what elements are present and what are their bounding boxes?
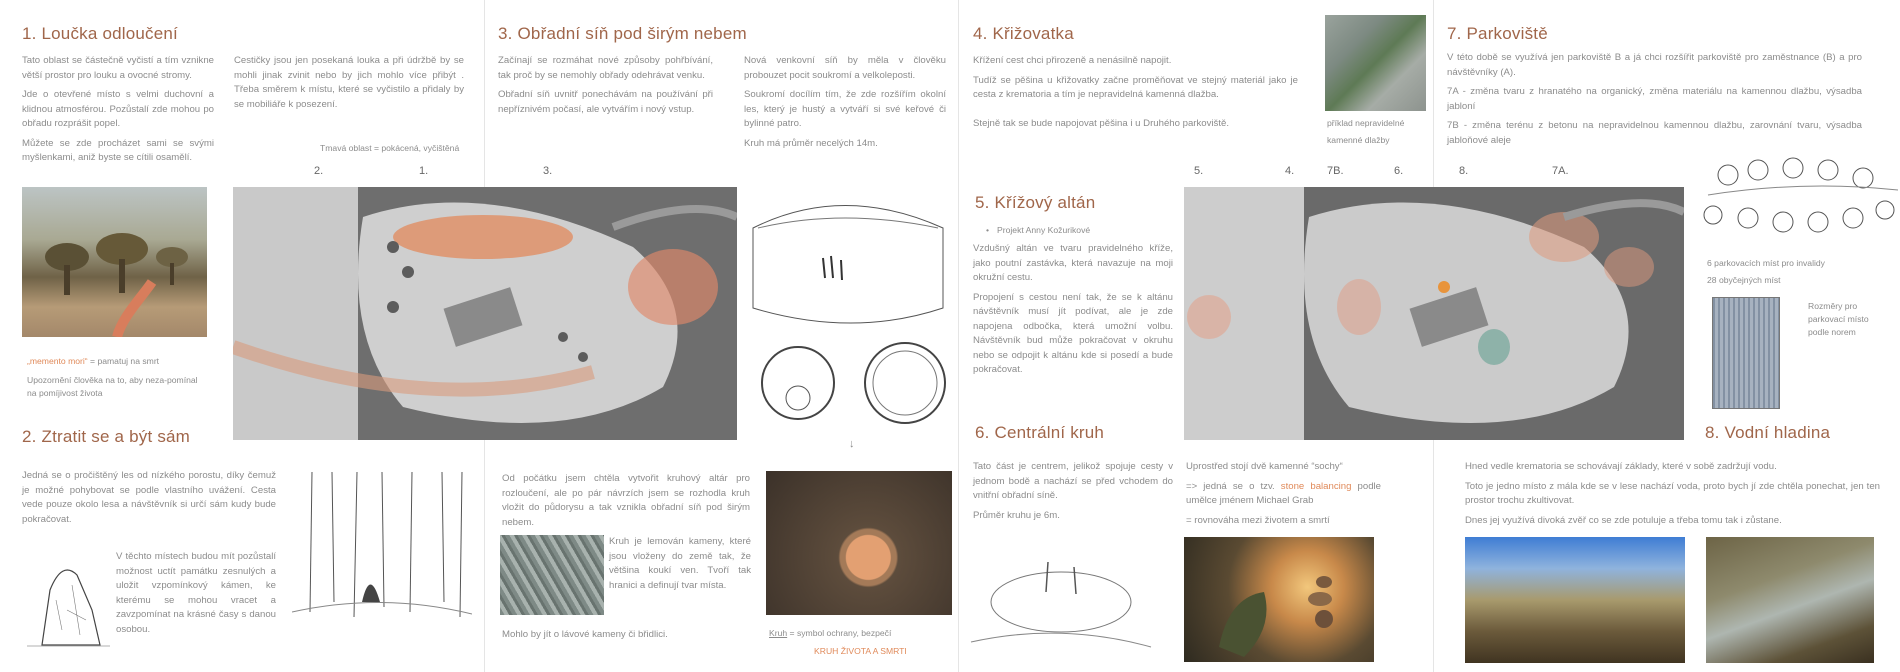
text-suffix: podle umělce jménem Michael Grab	[1186, 480, 1381, 506]
plan-marker-2: 2.	[314, 165, 324, 177]
aerial-site-plan-1	[233, 187, 737, 440]
plan-marker-3: 3.	[543, 165, 553, 177]
parking-disabled-count: 6 parkovacích míst pro invalidy	[1707, 258, 1825, 268]
plan-marker-7b: 7B.	[1327, 165, 1344, 177]
parking-regular-count: 28 obyčejných míst	[1707, 275, 1781, 285]
paragraph: V této době se využívá jen parkoviště B a já chci rozšířit parkoviště pro zaměstnance (B) a pro návštěvníky (A).	[1447, 52, 1862, 78]
section-2-title: 2. Ztratit se a být sám	[22, 427, 191, 446]
section-8-text	[1465, 460, 1880, 533]
kruh-caption: KRUH ŽIVOTA A SMRTI	[814, 646, 907, 656]
section-5-bullet	[986, 224, 1090, 237]
parking-layout-sketch	[1703, 140, 1898, 240]
parking-dimensions-note: Rozměry pro parkovací místo podle norem	[1808, 301, 1869, 337]
section-2-text: Jedná se o pročištěný les od nízkého porostu, díky čemuž je možné pohybovat se podle vlastního uvážení. Cesta vede pouze okolo lesa a návštěvník si určí sám kudy bude pokračovat.	[22, 470, 276, 525]
memento-mori-note: Upozornění člověka na to, aby neza-pomínal na pomíjivost života	[27, 375, 198, 398]
memento-mori-label: „memento mori“	[27, 356, 88, 366]
paragraph: Vzdušný altán ve tvaru pravidelného kříže, jako poutní zastávka, která navazuje na moji okružní cestu.	[973, 243, 1173, 283]
section-8-title: 8. Vodní hladina	[1705, 423, 1831, 442]
kruh-definition	[769, 627, 954, 640]
memento-mori-definition	[27, 355, 202, 368]
paragraph: Můžete se zde procházet sami se svými myšlenkami, aniž byste se cítili osamělí.	[22, 137, 214, 163]
text-prefix: => jedná se o tzv.	[1186, 480, 1281, 492]
section-4-title: 4. Křižovatka	[973, 24, 1074, 43]
paving-caption: příklad nepravidelné kamenné dlažby	[1327, 118, 1405, 145]
section-3-stone-type: Mohlo by jít o lávové kameny či břidlici.	[502, 629, 668, 640]
stones-photo	[500, 535, 604, 615]
bullet-icon: •	[986, 225, 990, 235]
paragraph: Dnes jej využívá divoká zvěř co se zde potuluje a třeba tomu tak i zůstane.	[1465, 514, 1782, 526]
parking-space-dimensions-drawing	[1712, 297, 1780, 409]
stone-balancing-term: stone balancing	[1280, 480, 1352, 492]
section-6-sculpture-text	[1186, 460, 1381, 533]
paragraph: Obřadní síň uvnitř ponechávám na používání při nepříznivém počasí, ale vytvářím i nový vstup.	[498, 89, 713, 115]
paragraph: Hned vedle krematoria se schovávají základy, které v sobě zadržují vodu.	[1465, 461, 1777, 472]
column-divider	[958, 0, 959, 672]
water-photo-1	[1465, 537, 1685, 663]
paragraph: 7B - změna terénu z betonu na nepravidelnou kamennou dlažbu, zarovnání tvaru, výsadba jabloňové aleje	[1447, 120, 1862, 146]
section-3-text-right	[744, 54, 946, 156]
kruh-word: Kruh	[769, 628, 788, 638]
paragraph: Křížení cest chci přirozeně a nenásilně napojit.	[973, 55, 1172, 66]
paragraph: Propojení s cestou není tak, že se k altánu návštěvník musí jít podívat, ale je zde napojena odbočka, která umožní volbu. Návštěvník bud může pokračovat v okruhu nebo se odpojit k altánu kde si posedí a bude pokračovat.	[973, 291, 1173, 375]
section-5-title: 5. Křížový altán	[975, 193, 1096, 212]
forest-sketch	[292, 472, 472, 622]
paragraph: Kruh má průměr necelých 14m.	[744, 137, 878, 149]
memento-mori-photo	[22, 187, 207, 337]
stone-balancing-photo	[1184, 537, 1374, 662]
paragraph: Uprostřed stojí dvě kamenné “sochy“	[1186, 461, 1343, 472]
kruh-meaning: = symbol ochrany, bezpečí	[787, 628, 892, 638]
paragraph: Nová venkovní síň by měla v člověku probouzet pocit soukromí a velkoleposti.	[744, 55, 946, 81]
paragraph: Tato oblast se částečně vyčistí a tím vznikne větší prostor pro louku a ovocné stromy.	[22, 55, 214, 81]
section-4-text	[973, 54, 1298, 136]
paragraph: Toto je jedno místo z mála kde se v lese nachází voda, proto bych jí zde chtěla ponechat, jen ten prostor trochu zkultivovat.	[1465, 480, 1880, 506]
section-5-text	[973, 242, 1173, 383]
plan-marker-7a: 7A.	[1552, 165, 1569, 177]
section-6-text	[973, 460, 1173, 528]
trees-illustration	[22, 187, 207, 337]
section-1-title: 1. Loučka odloučení	[22, 24, 178, 43]
paragraph: Tato část je centrem, jelikož spojuje cesty v jednom bodě a nachází se před vchodem do vnitřní obřadní síně.	[973, 461, 1173, 501]
kruh-photo	[766, 471, 952, 615]
bullet-text: Projekt Anny Kožurikové	[997, 225, 1091, 235]
section-3-stones-text: Kruh je lemován kameny, které jsou vloženy do země tak, že většina koukí ven. Tvoří tak hranici a definují tvar místa.	[609, 536, 751, 591]
section-6-title: 6. Centrální kruh	[975, 423, 1105, 442]
plan-marker-6: 6.	[1394, 165, 1404, 177]
plan-marker-4: 4.	[1285, 165, 1295, 177]
paragraph: Soukromí docílím tím, že zde rozšířím okolní les, který je hustý a vytváří si své keřové či bylinné patro.	[744, 89, 946, 129]
section-7-text	[1447, 51, 1862, 153]
central-circle-sketch	[966, 532, 1156, 662]
arrow-down-icon: ↓	[849, 438, 855, 450]
aerial-plan-drawing	[1184, 187, 1684, 440]
section-3-altar-text: Od počátku jsem chtěla vytvořit kruhový altár pro rozloučení, ale po pár návrzích jsem se rozhodla kruh vložit do půdorysu a tak vznikla obřadní síň pod širým nebem.	[502, 473, 750, 528]
stone-stack-illustration	[1184, 537, 1374, 662]
ceremony-hall-sketches	[743, 188, 953, 428]
paragraph	[1186, 480, 1381, 509]
paving-example-photo	[1325, 15, 1426, 111]
paragraph: Tudíž se pěšina u křižovatky začne proměňovat ve stejný materiál jako je cesta z krematoria a tím je nepravidelná kamenná dlažba.	[973, 74, 1298, 100]
paragraph: 7A - změna tvaru z hranatého na organický, změna materiálu na kamennou dlažbu, výsadba jabloní	[1447, 86, 1862, 112]
section-2-memorial-text: V těchto místech budou mít pozůstalí možnost uctít památku zesnulých a uložit vzpomínkový kámen, ke kterému se mohou vracet a zavzpomínat na krásné časy s danou osobou.	[116, 551, 276, 635]
plan-marker-8: 8.	[1459, 165, 1469, 177]
memento-mori-meaning: = pamatuj na smrt	[87, 356, 160, 366]
section-7-title: 7. Parkoviště	[1447, 24, 1548, 43]
paragraph: Průměr kruhu je 6m.	[973, 509, 1060, 521]
paragraph: Jde o otevřené místo s velmi duchovní a klidnou atmosférou. Pozůstalí zde mohou po obřadu rozprášit popel.	[22, 89, 214, 129]
memorial-stone-sketch	[22, 550, 112, 650]
paragraph: Začínají se rozmáhat nové způsoby pohřbívání, tak proč by se nemohly obřady odehrávat venku.	[498, 55, 713, 81]
section-1-text	[22, 54, 214, 171]
aerial-plan-drawing	[233, 187, 737, 440]
aerial-site-plan-2	[1184, 187, 1684, 440]
section-3-title: 3. Obřadní síň pod širým nebem	[498, 24, 747, 43]
plan-annotation: Tmavá oblast = pokácená, vyčištěná	[320, 143, 460, 153]
paragraph: Stejně tak se bude napojovat pěšina i u Druhého parkoviště.	[973, 117, 1230, 129]
plan-marker-1: 1.	[419, 165, 429, 177]
water-photo-2	[1706, 537, 1874, 663]
section-1-paths-text: Cestičky jsou jen posekaná louka a při údržbě by se mohli jinak zvinit nebo by jich mohlo více přibýt . Třeba směrem k místu, které se vyčistilo a přidaly by se mobiliáře k posezení.	[234, 55, 464, 110]
plan-marker-5: 5.	[1194, 165, 1204, 177]
paragraph: = rovnováha mezi životem a smrtí	[1186, 514, 1330, 526]
section-3-text	[498, 54, 713, 122]
